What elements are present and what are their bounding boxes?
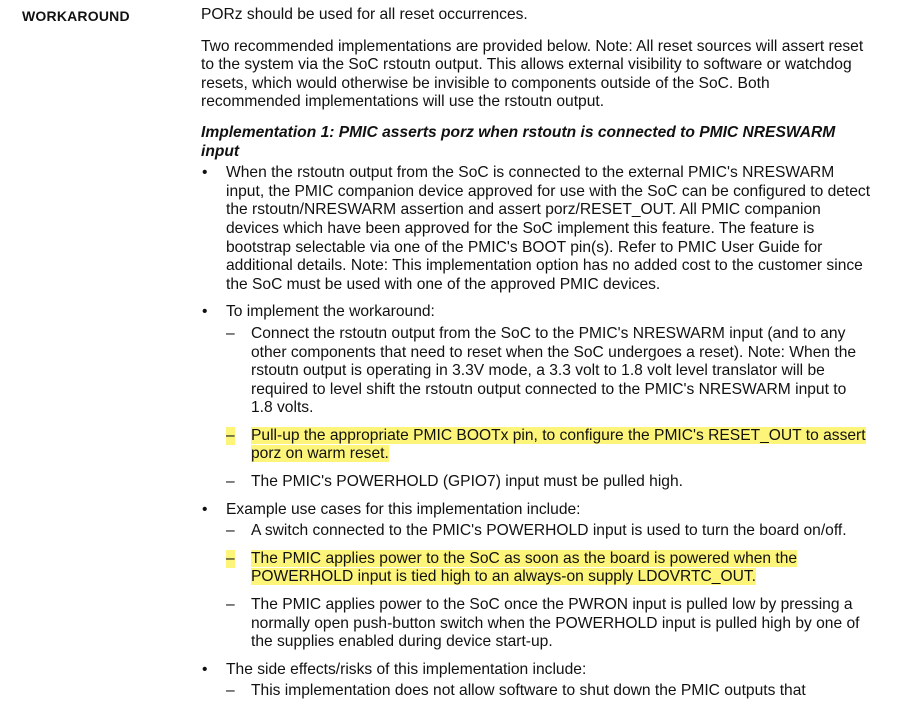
sub-item-text: The PMIC applies power to the SoC once the PWRON input is pulled low by pressing a normally open push-button switch when the POWERHOLD input is pulled high by one of the supplies enabled during device start-up. [251,596,860,651]
implementation-heading: Implementation 1: PMIC asserts porz when rstoutn is connected to PMIC NRESWARM input [201,123,836,160]
dash-marker: – [226,522,235,540]
sub-item-powerhold-high [226,473,871,492]
sub-item-connect-rstoutn [226,325,871,418]
dash-marker: – [226,682,235,700]
highlighted-text: Pull-up the appropriate PMIC BOOTx pin, to configure the PMIC's RESET_OUT to assert porz on warm reset. [251,426,866,463]
bullet-text: To implement the workaround: [226,303,435,321]
dash-marker: – [226,549,235,567]
recommendation-paragraph: Two recommended implementations are provided below. Note: All reset sources will assert reset to the system via the SoC rstoutn output. This allows external visibility to software or watchdog resets, which would otherwise be invisible to components outside of the SoC. Both recommended implementations will use the rstoutn output. [201,37,864,111]
bullet-item-pmic-detection [201,164,871,294]
sub-item-text: The PMIC's POWERHOLD (GPIO7) input must be pulled high. [251,473,683,491]
bullet-item-use-cases [201,501,871,652]
sub-item-text: This implementation does not allow software to shut down the PMIC outputs that [251,682,806,700]
bullet-text: The side effects/risks of this implementation include: [226,660,587,678]
dash-marker: – [226,596,235,614]
sub-item-pull-up-bootx [226,427,871,464]
bullet-item-implement [201,303,871,491]
dash-marker: – [226,426,235,444]
sub-item-text: Connect the rstoutn output from the SoC to the PMIC's NRESWARM input (and to any other components that need to reset when the SoC undergoes a reset). Note: When the rstoutn output is operating in 3.3V mode, a 3.3 volt to 1.8 volt level translator will be required to level shift the rstoutn output connected to the PMIC's NRESWARM input to 1.8 volts. [251,324,857,417]
sub-item-no-shutdown [226,682,871,701]
sub-item-text: A switch connected to the PMIC's POWERHOLD input is used to turn the board on/off. [251,522,847,540]
sub-item-always-on [226,550,871,587]
intro-paragraph: PORz should be used for all reset occurrences. [201,6,528,23]
sub-list-use-cases [226,522,871,652]
sub-item-pwron [226,596,871,652]
dash-marker: – [226,324,235,342]
dash-marker: – [226,473,235,491]
section-label: WORKAROUND [22,8,130,24]
bullet-list [201,164,871,701]
bullet-item-side-effects [201,661,871,701]
highlighted-text: The PMIC applies power to the SoC as soon as the board is powered when the POWERHOLD input is tied high to an always-on supply LDOVRTC_OUT. [251,549,798,586]
sub-item-switch [226,522,871,541]
section-content [201,6,871,701]
sub-list-side-effects [226,682,871,701]
bullet-text: When the rstoutn output from the SoC is connected to the external PMIC's NRESWARM input, the PMIC companion device approved for use with the SoC can be configured to detect the rstoutn/NRESWARM assertion and assert porz/RESET_OUT. All PMIC companion devices which have been approved for the SoC implement this feature. The feature is bootstrap selectable via one of the PMIC's BOOT pin(s). Refer to PMIC User Guide for additional details. Note: This implementation option has no added cost to the customer since the SoC must be used with one of the approved PMIC devices. [226,164,871,293]
bullet-text: Example use cases for this implementation include: [226,500,581,518]
sub-list-implement [226,325,871,492]
